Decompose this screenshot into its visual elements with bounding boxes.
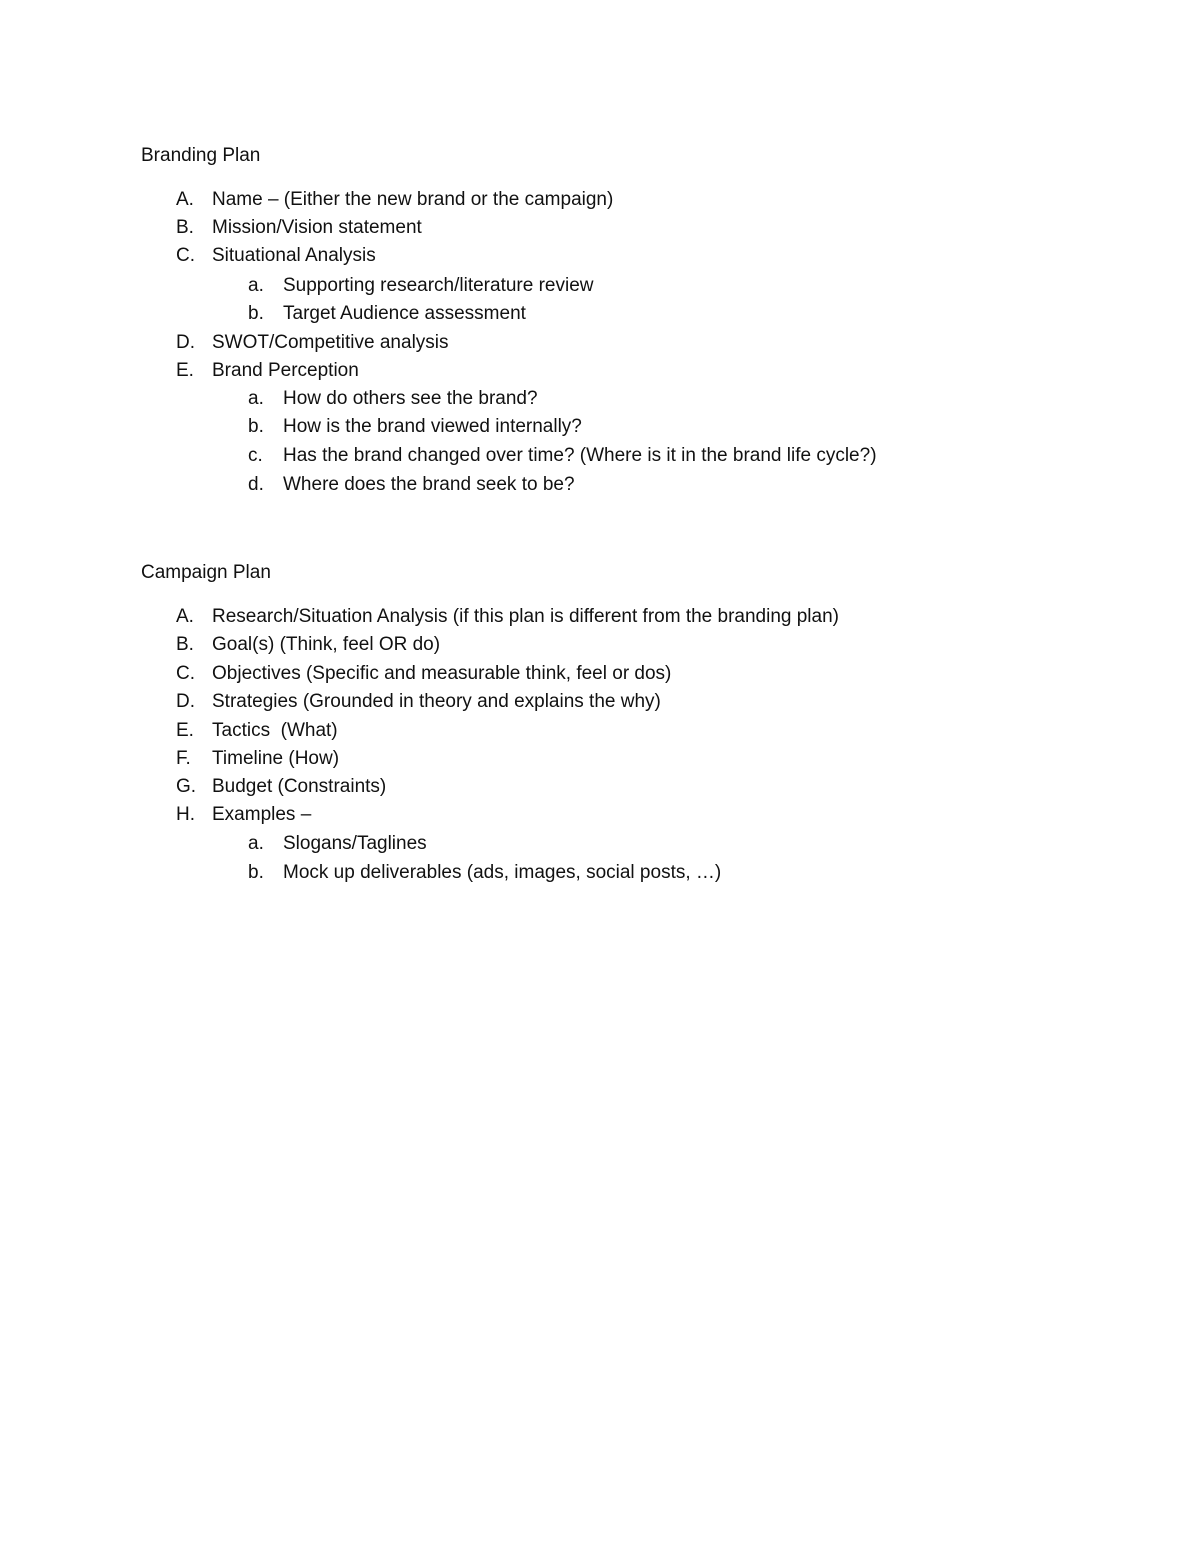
campaign-plan-title: Campaign Plan	[141, 562, 271, 583]
list-item-text: Examples –	[212, 804, 312, 825]
list-marker: A.	[176, 606, 194, 627]
branding-plan-title: Branding Plan	[141, 145, 261, 166]
list-item-text: Strategies (Grounded in theory and explains the why)	[212, 691, 661, 712]
list-item-text: Slogans/Taglines	[283, 833, 427, 854]
list-marker: E.	[176, 720, 194, 741]
list-item-text: Timeline (How)	[212, 748, 340, 769]
list-item-text: Goal(s) (Think, feel OR do)	[212, 634, 441, 655]
list-marker: c.	[248, 445, 263, 466]
list-item-text: Has the brand changed over time? (Where is it in the brand life cycle?)	[283, 445, 877, 466]
list-marker: F.	[176, 748, 191, 769]
list-item-text: Brand Perception	[212, 360, 359, 381]
list-marker: B.	[176, 217, 194, 238]
list-marker: a.	[248, 833, 264, 854]
list-item-text: Name – (Either the new brand or the campaign)	[212, 189, 614, 210]
list-marker: E.	[176, 360, 194, 381]
list-marker: b.	[248, 862, 264, 883]
list-marker: a.	[248, 388, 264, 409]
list-item-text: Mission/Vision statement	[212, 217, 422, 238]
list-marker: b.	[248, 416, 264, 437]
list-marker: D.	[176, 332, 195, 353]
list-item-text: SWOT/Competitive analysis	[212, 332, 449, 353]
list-item-text: Supporting research/literature review	[283, 275, 594, 296]
list-item-text: Objectives (Specific and measurable think, feel or dos)	[212, 663, 672, 684]
list-marker: G.	[176, 776, 197, 797]
list-item-text: How is the brand viewed internally?	[283, 416, 582, 437]
list-marker: C.	[176, 663, 195, 684]
list-marker: A.	[176, 189, 194, 210]
list-item-text: Tactics (What)	[212, 720, 338, 741]
list-marker: D.	[176, 691, 195, 712]
list-item-text: Budget (Constraints)	[212, 776, 387, 797]
list-marker: B.	[176, 634, 194, 655]
list-marker: b.	[248, 303, 264, 324]
list-marker: d.	[248, 474, 264, 495]
list-item-text: Target Audience assessment	[283, 303, 526, 324]
list-item-text: Situational Analysis	[212, 245, 376, 266]
list-item-text: How do others see the brand?	[283, 388, 538, 409]
list-marker: H.	[176, 804, 195, 825]
list-item-text: Mock up deliverables (ads, images, social posts, …)	[283, 862, 722, 883]
list-item-text: Where does the brand seek to be?	[283, 474, 575, 495]
list-item-text: Research/Situation Analysis (if this plan is different from the branding plan)	[212, 606, 839, 627]
list-marker: C.	[176, 245, 195, 266]
list-marker: a.	[248, 275, 264, 296]
